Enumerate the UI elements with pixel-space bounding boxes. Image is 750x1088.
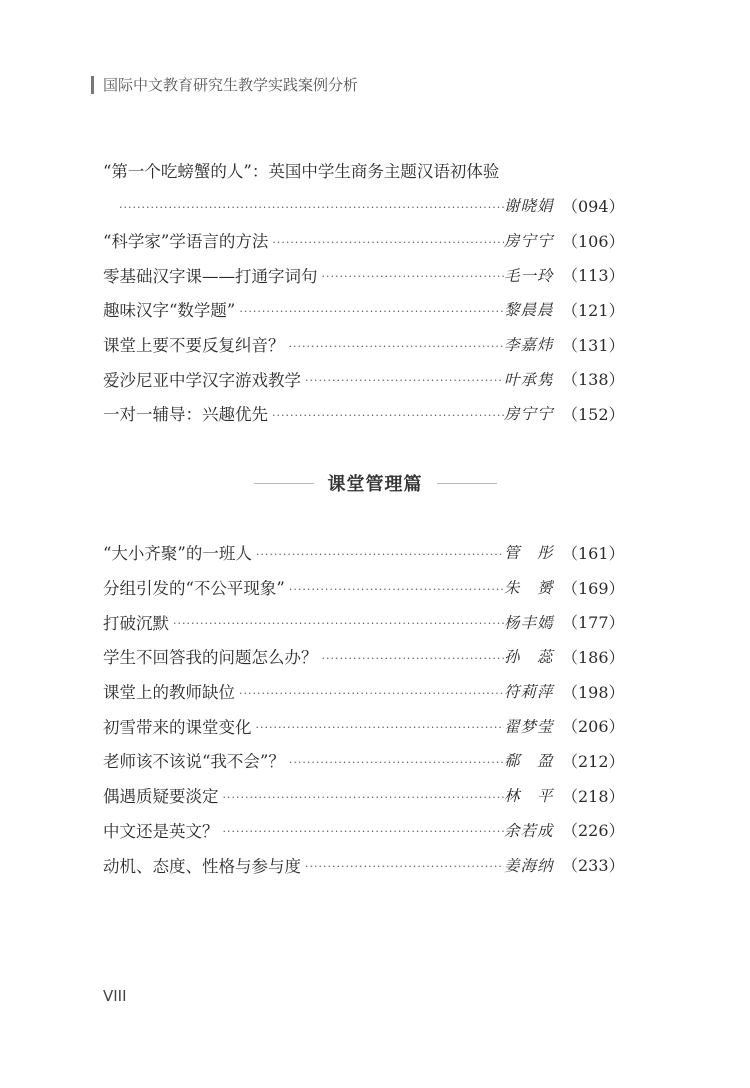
toc-entry-page: （094）	[562, 196, 625, 216]
toc-entry[interactable]	[103, 535, 625, 570]
toc-entry-title: “大小齐聚”的一班人	[103, 544, 252, 564]
toc-entry-page: （212）	[562, 751, 625, 771]
toc-entry[interactable]	[103, 396, 625, 431]
toc-entry-page: （218）	[562, 786, 625, 806]
toc-entry[interactable]	[103, 847, 625, 882]
toc-entry-title: “第一个吃螃蟹的人”：英国中学生商务主题汉语初体验	[103, 162, 500, 181]
dot-leader	[287, 756, 504, 769]
toc-entry-author: 管 彤	[504, 544, 554, 563]
toc-entry-page: （131）	[562, 335, 625, 355]
toc-entry-page: （113）	[562, 266, 625, 286]
book-title: 国际中文教育研究生教学实践案例分析	[103, 76, 359, 94]
toc-entry-page: （233）	[562, 856, 625, 876]
toc-entry[interactable]	[103, 708, 625, 743]
dot-leader	[221, 791, 505, 804]
toc-entry-author: 黎晨晨	[504, 301, 554, 320]
dot-leader	[237, 687, 504, 700]
toc-entry-page: （169）	[562, 578, 625, 598]
toc-entry-author: 符莉萍	[504, 683, 554, 702]
toc-entry-author: 翟梦莹	[504, 717, 554, 736]
dot-leader	[303, 374, 504, 387]
toc-entry-author: 房宁宁	[504, 405, 554, 424]
running-header	[91, 74, 358, 95]
dot-leader	[221, 825, 505, 838]
toc-entry[interactable]	[103, 292, 625, 327]
dot-leader	[270, 409, 504, 422]
toc-entry[interactable]	[103, 674, 625, 709]
toc-entry-title: 老师该不该说“我不会”？	[103, 752, 285, 772]
dot-leader	[320, 270, 505, 283]
toc-entry[interactable]	[103, 257, 625, 292]
toc-entry-page: （161）	[562, 543, 625, 563]
dot-leader	[237, 305, 504, 318]
toc-entry-author: 余若成	[504, 821, 554, 840]
toc-entry-title: 课堂上的教师缺位	[103, 683, 235, 703]
dot-leader	[254, 721, 505, 734]
toc-entry-page: （152）	[562, 404, 625, 424]
toc-entry[interactable]	[103, 604, 625, 639]
toc-entry-title: 分组引发的“不公平现象”	[103, 579, 285, 599]
toc-group-1	[103, 152, 625, 431]
toc-group-2	[103, 535, 625, 882]
toc-entry-author: 朱 赟	[504, 579, 554, 598]
toc-entry-title: 中文还是英文？	[103, 821, 219, 841]
toc-entry[interactable]	[103, 813, 625, 848]
toc-entry-title: 一对一辅导：兴趣优先	[103, 405, 268, 425]
toc-entry-page: （106）	[562, 231, 625, 251]
toc-entry-title: 偶遇质疑要淡定	[103, 787, 219, 807]
dot-leader	[117, 201, 504, 214]
section-heading-label: 课堂管理篇	[327, 474, 423, 495]
toc-entry-title: 课堂上要不要反复纠音？	[103, 336, 285, 356]
dot-leader	[303, 860, 504, 873]
toc-entry-author: 林 平	[504, 787, 554, 806]
toc-entry-title: “科学家”学语言的方法	[103, 232, 269, 252]
toc-entry-title: 初雪带来的课堂变化	[103, 717, 252, 737]
toc-entry-author: 姜海纳	[504, 856, 554, 875]
dot-leader	[287, 340, 505, 353]
toc-entry-title: 爱沙尼亚中学汉字游戏教学	[103, 370, 301, 390]
dot-leader	[287, 583, 504, 596]
dot-leader	[254, 548, 504, 561]
toc-entry-page: （121）	[562, 300, 625, 320]
page-folio: VIII	[103, 987, 127, 1005]
toc-entry-author: 杨丰嫣	[504, 613, 554, 632]
toc-entry[interactable]	[103, 327, 625, 362]
toc-entry-title: 打破沉默	[103, 613, 169, 633]
toc-entry-title: 学生不回答我的问题怎么办？	[103, 648, 318, 668]
heading-rule-left	[254, 483, 314, 484]
heading-rule-right	[437, 483, 497, 484]
toc-entry[interactable]	[103, 361, 625, 396]
toc-entry-page: （206）	[562, 717, 625, 737]
toc-entry-author: 毛一玲	[504, 266, 554, 285]
toc-entry-page: （198）	[562, 682, 625, 702]
toc-entry-author: 谢晓娟	[504, 197, 554, 216]
dot-leader	[270, 236, 504, 249]
toc-entry-page: （177）	[562, 613, 625, 633]
toc-entry-page: （186）	[562, 647, 625, 667]
toc-entry-author: 郗 盈	[504, 752, 554, 771]
toc-entry-author: 孙 蕊	[504, 648, 554, 667]
toc-entry[interactable]	[103, 778, 625, 813]
toc-entry-title: 趣味汉字“数学题”	[103, 301, 236, 321]
dot-leader	[320, 652, 505, 665]
toc-entry[interactable]	[103, 743, 625, 778]
toc-entry-title: 零基础汉字课——打通字词句	[103, 266, 318, 286]
header-bar	[91, 76, 94, 94]
toc-entry-page: （138）	[562, 370, 625, 390]
toc-entry-page: （226）	[562, 821, 625, 841]
toc-entry[interactable]	[103, 639, 625, 674]
toc-entry[interactable]	[103, 223, 625, 258]
toc-entry-author: 房宁宁	[504, 232, 554, 251]
toc-entry[interactable]	[103, 570, 625, 605]
section-heading	[0, 470, 750, 496]
toc-entry-author: 叶承隽	[504, 370, 554, 389]
toc-entry-continuation[interactable]	[103, 188, 625, 223]
toc-entry-author: 李嘉炜	[504, 336, 554, 355]
toc-entry-title-line[interactable]	[103, 152, 620, 188]
toc-entry-title: 动机、态度、性格与参与度	[103, 856, 301, 876]
dot-leader	[171, 617, 504, 630]
